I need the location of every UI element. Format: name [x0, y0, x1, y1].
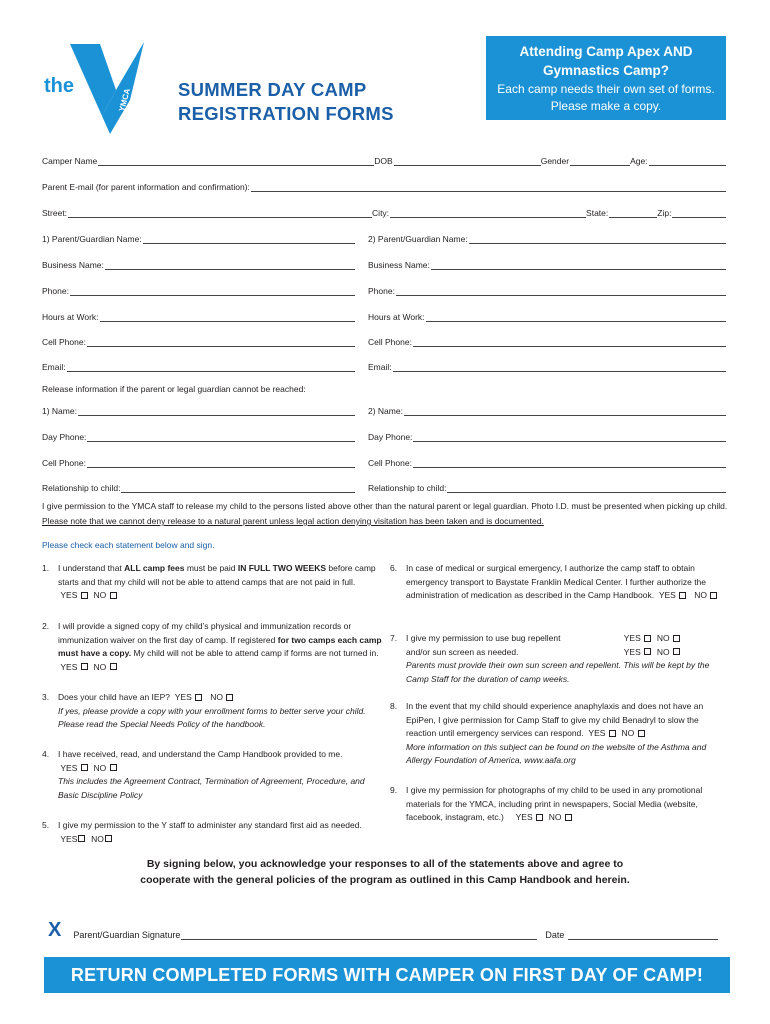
statement-7-no-checkbox-b[interactable] — [673, 648, 680, 655]
statement-2-bold: for two camps each camp must have a copy. — [58, 634, 382, 659]
statement-1-bold-a: ALL camp fees — [124, 563, 185, 573]
statement-1 — [42, 562, 382, 603]
statement-3 — [42, 691, 382, 732]
dob-label: DOB — [374, 156, 393, 166]
statement-1-text-a: I understand that — [58, 563, 125, 573]
callout-line-4: Please make a copy. — [550, 99, 662, 113]
parent2-phone-row — [368, 284, 726, 296]
statement-7-note: Parents must provide their own sun screen and repellent. This will be kept by the Camp Staff for the duration of camp weeks. — [406, 660, 710, 684]
statement-3-note: If yes, please provide a copy with your enrollment forms to better serve your child. Please read the Special Needs Policy of the handbook. — [58, 705, 366, 730]
statement-3-text: Does your child have an IEP? — [58, 692, 170, 702]
statement-3-number: 3. — [42, 692, 50, 702]
statement-3-no-checkbox[interactable] — [226, 694, 233, 701]
statement-1-no-label: NO — [93, 590, 107, 601]
parent2-hours-label: Hours at Work: — [368, 312, 425, 322]
parent1-hours-row — [42, 310, 355, 322]
statement-9-no-label: NO — [548, 812, 562, 823]
statement-1-bold-b: IN FULL TWO WEEKS — [237, 563, 327, 573]
statement-6-number: 6. — [390, 563, 398, 573]
statement-2-no-checkbox[interactable] — [110, 663, 117, 670]
signature-label: Parent/Guardian Signature — [73, 930, 181, 940]
camper-name-field[interactable] — [98, 157, 374, 166]
address-row — [42, 206, 726, 218]
zip-field[interactable] — [672, 209, 726, 218]
statement-7-no-checkbox-a[interactable] — [673, 635, 680, 642]
statement-8-no-checkbox[interactable] — [638, 730, 645, 737]
release2-relationship-field[interactable] — [447, 484, 726, 493]
page-title — [178, 78, 394, 126]
callout-line-3: Each camp needs their own set of forms. — [497, 82, 715, 96]
parent1-name-label: 1) Parent/Guardian Name: — [42, 234, 142, 244]
parent2-business-row — [368, 258, 726, 270]
statement-9-yes-checkbox[interactable] — [536, 814, 543, 821]
permission-note-underlined: Please note that we cannot deny release to a natural parent unless legal action denying visitation has been taken and is documented. — [42, 516, 544, 526]
parent1-hours-field[interactable] — [100, 313, 355, 322]
release1-cell-label: Cell Phone: — [42, 458, 86, 468]
statement-2-yes-label: YES — [60, 661, 78, 672]
parent1-phone-label: Phone: — [42, 286, 69, 296]
statement-8-yes-label: YES — [588, 728, 606, 739]
release2-name-row — [368, 404, 726, 416]
release1-dayphone-label: Day Phone: — [42, 432, 87, 442]
city-label: City: — [372, 208, 390, 218]
title-line-2: REGISTRATION FORMS — [178, 103, 394, 124]
state-field[interactable] — [609, 209, 657, 218]
statement-4-yes-label: YES — [60, 762, 78, 773]
statement-8-no-label: NO — [621, 728, 635, 739]
statement-6 — [390, 562, 728, 603]
logo-ymca: YMCA — [117, 87, 133, 113]
parent2-cell-field[interactable] — [413, 338, 726, 347]
parent1-cell-field[interactable] — [87, 338, 355, 347]
street-field[interactable] — [68, 209, 372, 218]
release1-cell-field[interactable] — [87, 459, 355, 468]
signature-x-mark: X — [48, 919, 62, 941]
statement-5-yes-label: YES — [60, 833, 78, 844]
parent2-email-field[interactable] — [393, 363, 726, 372]
statement-5-no-checkbox[interactable] — [105, 835, 112, 842]
title-line-1: SUMMER DAY CAMP — [178, 79, 367, 100]
statement-6-yes-checkbox[interactable] — [679, 592, 686, 599]
parent-email-label: Parent E-mail (for parent information and confirmation): — [42, 182, 250, 192]
return-forms-banner: RETURN COMPLETED FORMS WITH CAMPER ON FIRST DAY OF CAMP! — [44, 957, 730, 993]
statement-5-number: 5. — [42, 820, 50, 830]
statement-2-text-b: My child will not be able to attend camp if forms are not turned in. — [131, 648, 379, 659]
release1-relationship-field[interactable] — [121, 484, 355, 493]
statement-1-no-checkbox[interactable] — [110, 592, 117, 599]
signature-acknowledgement — [0, 856, 770, 888]
statement-6-yes-label: YES — [658, 590, 676, 601]
statement-2 — [42, 620, 382, 674]
parent-email-field[interactable] — [251, 183, 726, 192]
statement-4-note: This includes the Agreement Contract, Termination of Agreement, Procedure, and Basic Discipline Policy — [58, 776, 365, 800]
statement-7-yes-label-b: YES — [623, 646, 641, 657]
signature-note-line-1: By signing below, you acknowledge your responses to all of the statements above and agree to — [146, 858, 624, 870]
camper-row — [42, 154, 726, 166]
street-label: Street: — [42, 208, 68, 218]
statement-4 — [42, 748, 382, 802]
parent2-business-label: Business Name: — [368, 260, 430, 270]
release2-relationship-label: Relationship to child: — [368, 483, 447, 493]
statement-4-number: 4. — [42, 749, 50, 759]
parent2-cell-label: Cell Phone: — [368, 337, 412, 347]
camper-name-label: Camper Name — [42, 156, 98, 166]
release-heading: Release information if the parent or legal guardian cannot be reached: — [42, 384, 306, 394]
statement-7-text-a: I give my permission to use bug repellent — [406, 633, 561, 643]
parent2-phone-field[interactable] — [396, 287, 726, 296]
statement-5-no-label: NO — [91, 833, 104, 844]
release1-dayphone-field[interactable] — [87, 433, 355, 442]
statement-3-no-label: NO — [210, 692, 223, 702]
parent1-name-field[interactable] — [143, 235, 355, 244]
zip-label: Zip: — [657, 208, 672, 218]
release1-dayphone-row — [42, 430, 355, 442]
statement-2-yes-checkbox[interactable] — [81, 663, 88, 670]
statement-9-number: 9. — [390, 785, 398, 795]
statement-8 — [390, 700, 728, 768]
permission-text: I give permission to the YMCA staff to release my child to the persons listed above other than the natural parent or legal guardian. Photo I.D. must be presented when picking up child. — [42, 501, 728, 511]
parent2-email-row — [368, 360, 726, 372]
ymca-logo — [40, 38, 160, 138]
parent2-hours-field[interactable] — [426, 313, 726, 322]
statement-2-number: 2. — [42, 621, 50, 631]
statement-7-yes-label-a: YES — [623, 633, 641, 643]
parent1-email-label: Email: — [42, 362, 66, 372]
release1-relationship-row — [42, 481, 355, 493]
gender-field[interactable] — [570, 157, 630, 166]
release1-cell-row — [42, 456, 355, 468]
parent2-name-field[interactable] — [469, 235, 726, 244]
release1-name-label: 1) Name: — [42, 406, 77, 416]
statement-7-yes-checkbox-b[interactable] — [644, 648, 651, 655]
statement-7-yes-checkbox-a[interactable] — [644, 635, 651, 642]
parent1-business-row — [42, 258, 355, 270]
parent1-cell-label: Cell Phone: — [42, 337, 86, 347]
statement-6-no-checkbox[interactable] — [710, 592, 717, 599]
statement-9-yes-label: YES — [515, 812, 533, 823]
statement-1-number: 1. — [42, 563, 50, 573]
release2-dayphone-row — [368, 430, 726, 442]
statement-4-no-label: NO — [93, 762, 107, 773]
statement-7-text-b: and/or sun screen as needed. — [406, 646, 519, 657]
parent1-business-field[interactable] — [105, 261, 355, 270]
signature-note-line-2: cooperate with the general policies of the program as outlined in this Camp Handbook and herein. — [140, 874, 630, 886]
statement-3-yes-checkbox[interactable] — [195, 694, 202, 701]
release1-name-row — [42, 404, 355, 416]
parent2-name-row — [368, 232, 726, 244]
statement-9-no-checkbox[interactable] — [565, 814, 572, 821]
statement-5-text: I give my permission to the Y staff to administer any standard first aid as needed. — [58, 820, 362, 830]
parent1-phone-field[interactable] — [70, 287, 355, 296]
camp-callout-box — [486, 36, 726, 120]
release2-relationship-row — [368, 481, 726, 493]
statement-1-yes-label: YES — [60, 590, 78, 601]
statement-1-yes-checkbox[interactable] — [81, 592, 88, 599]
statement-8-text: In the event that my child should experience anaphylaxis and does not have an EpiPen, I give permission for Camp Staff to give my child Benadryl to slow the reaction until emergency services can respond. — [406, 701, 704, 739]
parent2-name-label: 2) Parent/Guardian Name: — [368, 234, 468, 244]
statement-8-note: More information on this subject can be found on the website of the Asthma and Allergy Foundation of America, www.aafa.org — [406, 741, 707, 766]
statement-7-no-label-a: NO — [656, 633, 670, 643]
statement-5 — [42, 819, 382, 846]
parent1-name-row — [42, 232, 355, 244]
check-statements-heading: Please check each statement below and sign. — [42, 540, 215, 550]
parent1-hours-label: Hours at Work: — [42, 312, 99, 322]
statement-7-number: 7. — [390, 633, 398, 643]
statement-2-no-label: NO — [93, 661, 107, 672]
release2-name-field[interactable] — [404, 407, 726, 416]
statement-4-text: I have received, read, and understand the Camp Handbook provided to me. — [58, 749, 343, 759]
age-label: Age: — [630, 156, 648, 166]
release1-name-field[interactable] — [78, 407, 355, 416]
statement-6-no-label: NO — [694, 590, 708, 601]
gender-label: Gender — [540, 156, 570, 166]
date-label: Date — [545, 930, 565, 940]
statement-4-yes-checkbox[interactable] — [81, 764, 88, 771]
release2-name-label: 2) Name: — [368, 406, 403, 416]
callout-line-2: Gymnastics Camp? — [542, 63, 670, 78]
parent1-cell-row — [42, 335, 355, 347]
statement-7-no-label-b: NO — [656, 646, 670, 657]
callout-line-1: Attending Camp Apex AND — [519, 44, 693, 59]
release2-cell-field[interactable] — [413, 459, 726, 468]
statement-8-number: 8. — [390, 701, 398, 711]
logo-the: the — [44, 75, 74, 97]
statement-2-text-a: I will provide a signed copy of my child’s physical and immunization records or immunization waiver on the first day of camp. If registered — [58, 621, 352, 645]
statement-9-text: I give my permission for photographs of my child to be used in any promotional materials for the YMCA, including print in newspapers, Social Media (website, facebook, instagram, etc.) — [406, 785, 703, 823]
release2-dayphone-label: Day Phone: — [368, 432, 413, 442]
parent2-phone-label: Phone: — [368, 286, 395, 296]
signature-row — [48, 919, 718, 941]
state-label: State: — [586, 208, 609, 218]
parent2-cell-row — [368, 335, 726, 347]
city-field[interactable] — [390, 209, 586, 218]
parent1-phone-row — [42, 284, 355, 296]
parent1-business-label: Business Name: — [42, 260, 104, 270]
statement-4-no-checkbox[interactable] — [110, 764, 117, 771]
release1-relationship-label: Relationship to child: — [42, 483, 121, 493]
parent1-email-row — [42, 360, 355, 372]
parent-email-row — [42, 180, 726, 192]
release-permission-text — [42, 499, 732, 529]
release2-dayphone-field[interactable] — [413, 433, 726, 442]
statement-8-yes-checkbox[interactable] — [609, 730, 616, 737]
statement-7 — [390, 632, 728, 686]
statement-5-yes-checkbox[interactable] — [78, 835, 85, 842]
statement-1-text-b: must be paid — [184, 563, 238, 573]
date-field[interactable] — [568, 931, 718, 940]
parent2-hours-row — [368, 310, 726, 322]
parent2-business-field[interactable] — [431, 261, 726, 270]
statement-9 — [390, 784, 728, 825]
age-field[interactable] — [649, 157, 726, 166]
parent2-email-label: Email: — [368, 362, 392, 372]
release2-cell-row — [368, 456, 726, 468]
release2-cell-label: Cell Phone: — [368, 458, 412, 468]
parent1-email-field[interactable] — [67, 363, 355, 372]
statement-1-text-c: before camp starts and that my child will not be able to attend camps that are not paid in full. — [58, 563, 376, 587]
dob-field[interactable] — [394, 157, 541, 166]
signature-field[interactable] — [181, 931, 537, 940]
statement-3-yes-label: YES — [174, 692, 192, 702]
statement-6-text: In case of medical or surgical emergency, I authorize the camp staff to obtain emergency transport to Baystate Franklin Medical Center. I further authorize the administration of medication as described in the Camp Handbook. — [406, 563, 707, 601]
